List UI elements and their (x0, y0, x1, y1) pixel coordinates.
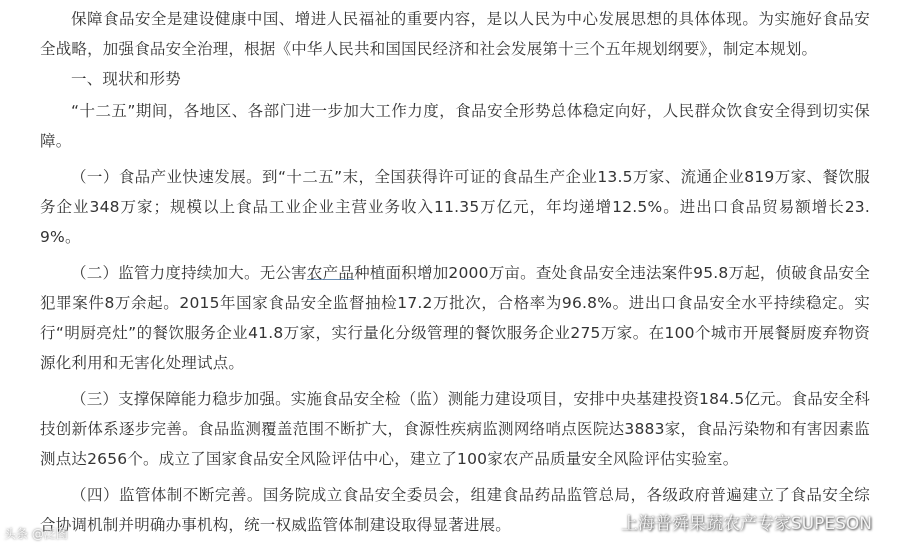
paragraph-supervision (40, 258, 870, 378)
agricultural-products-link[interactable]: 农产品 (306, 264, 355, 282)
paragraph-regulation: （四）监管体制不断完善。国务院成立食品安全委员会，组建食品药品监管总局，各级政府普遍建立了食品安全综合协调机制并明确办事机构，统一权威监管体制建设取得显著进展。 (40, 486, 870, 534)
paragraph-industry: （一）食品产业快速发展。到“十二五”末，全国获得许可证的食品生产企业13.5万家、流通企业819万家、餐饮服务企业348万家；规模以上食品工业企业主营业务收入11.35万亿元，年均递增12.5%。进出口食品贸易额增长23.9%。 (40, 168, 870, 246)
wechat-icon (595, 512, 615, 532)
section-heading: 一、现状和形势 (71, 70, 181, 88)
brand-watermark (595, 509, 872, 534)
brand-watermark-text: 上海普舜果蔬农产专家SUPESON (620, 514, 872, 534)
source-watermark: 头条 @泛图 (4, 527, 68, 541)
intro-paragraph: 保障食品安全是建设健康中国、增进人民福祉的重要内容，是以人民为中心发展思想的具体体现。为实施好食品安全战略，加强食品安全治理，根据《中华人民共和国国民经济和社会发展第十三个五年规划纲要》，制定本规划。 (40, 10, 870, 58)
paragraph-supervision-start: （二）监管力度持续加大。无公害 (71, 264, 307, 282)
overview-paragraph: “十二五”期间，各地区、各部门进一步加大工作力度，食品安全形势总体稳定向好，人民群众饮食安全得到切实保障。 (40, 102, 870, 150)
paragraph-supervision-rest: 种植面积增加2000万亩。查处食品安全违法案件95.8万起，侦破食品安全犯罪案件8万余起。2015年国家食品安全监督抽检17.2万批次，合格率为96.8%。进出口食品安全水平持续稳定。实行“明厨亮灶”的餐饮服务企业41.8万家，实行量化分级管理的餐饮服务企业275万家。在100个城市开展餐厨废弃物资源化利用和无害化处理试点。 (40, 264, 870, 372)
paragraph-support: （三）支撑保障能力稳步加强。实施食品安全检（监）测能力建设项目，安排中央基建投资184.5亿元。食品安全科技创新体系逐步完善。食品监测覆盖范围不断扩大，食源性疾病监测网络哨点医院达3883家，食品污染物和有害因素监测点达2656个。成立了国家食品安全风险评估中心，建立了100家农产品质量安全风险评估实验室。 (40, 390, 870, 468)
